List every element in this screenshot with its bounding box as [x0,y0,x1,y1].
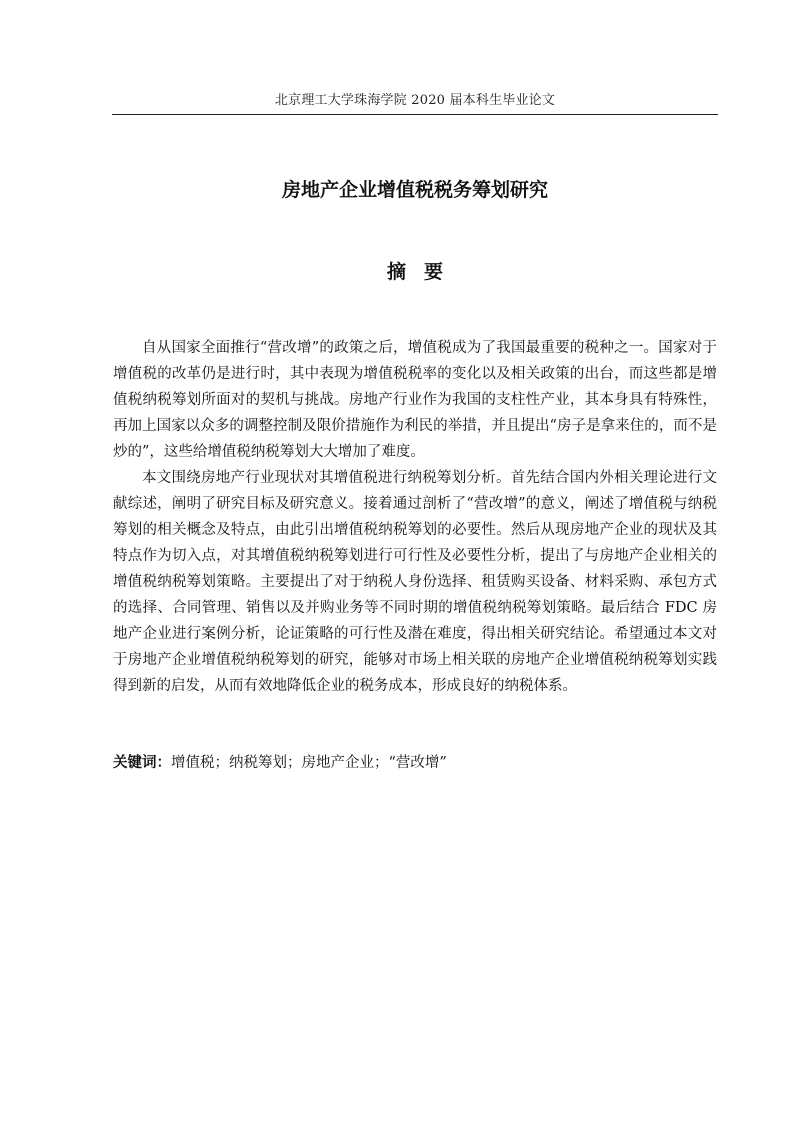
abstract-paragraph-1: 自从国家全面推行“营改增”的政策之后，增值税成为了我国最重要的税种之一。国家对于增值税的改革仍是进行时，其中表现为增值税税率的变化以及相关政策的出台，而这些都是增值税纳税筹划所面对的契机与挑战。房地产行业作为我国的支柱性产业，其本身具有特殊性，再加上国家以众多的调整控制及限价措施作为利民的举措，并且提出“房子是拿来住的，而不是炒的”，这些给增值税纳税筹划大大增加了难度。 [113,340,717,460]
keywords-line [113,750,717,776]
abstract-paragraph-2: 本文围绕房地产行业现状对其增值税进行纳税筹划分析。首先结合国内外相关理论进行文献综述，阐明了研究目标及研究意义。接着通过剖析了“营改增”的意义，阐述了增值税与纳税筹划的相关概念及特点，由此引出增值税纳税筹划的必要性。然后从现房地产企业的现状及其特点作为切入点，对其增值税纳税筹划进行可行性及必要性分析，提出了与房地产企业相关的增值税纳税筹划策略。主要提出了对于纳税人身份选择、租赁购买设备、材料采购、承包方式的选择、合同管理、销售以及并购业务等不同时期的增值税纳税筹划策略。最后结合 FDC 房地产企业进行案例分析，论证策略的可行性及潜在难度，得出相关研究结论。希望通过本文对于房地产企业增值税纳税筹划的研究，能够对市场上相关联的房地产企业增值税纳税筹划实践得到新的启发，从而有效地降低企业的税务成本，形成良好的纳税体系。 [113,470,717,694]
running-header: 北京理工大学珠海学院 2020 届本科生毕业论文 [112,90,718,115]
keywords-label: 关键词： [113,755,171,771]
keywords-text: 增值税；纳税筹划；房地产企业；“营改增” [171,755,447,771]
abstract-heading: 摘要 [386,261,461,283]
paper-title: 房地产企业增值税税务筹划研究 [281,179,548,201]
abstract-body [113,335,717,699]
